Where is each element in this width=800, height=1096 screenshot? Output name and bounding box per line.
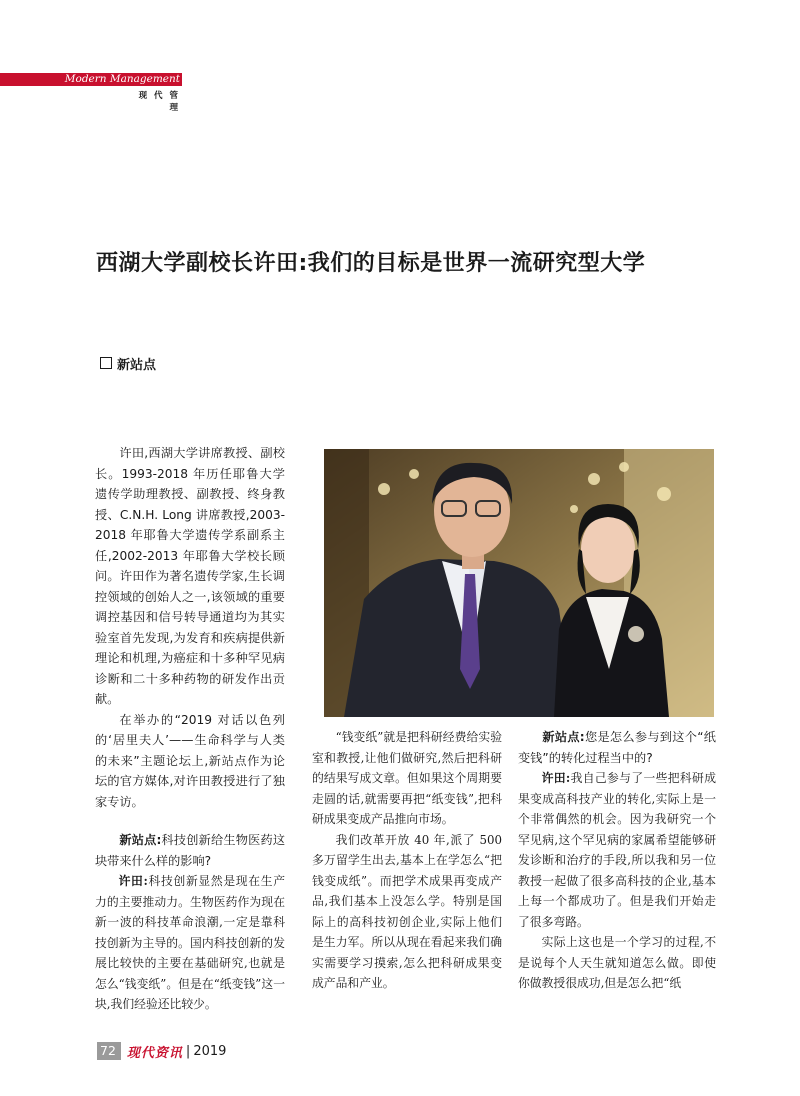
column-2 [312, 727, 502, 994]
issue-year: 2019 [193, 1043, 227, 1059]
question-1-text: 科技创新给生物医药这块带来什么样的影响? [95, 833, 286, 868]
paragraph-money-paper: “钱变纸”就是把科研经费给实验室和教授,让他们做研究,然后把科研的结果写成文章。但如果这个周期要走圆的话,就需要再把“纸变钱”,把科研成果变成产品推向市场。 [312, 730, 502, 826]
answer-1-text: 科技创新显然是现在生产力的主要推动力。生物医药作为现在新一波的科技革命浪潮,一定是靠科技创新为主导的。国内科技创新的发展比较快的主要在基础研究,也就是怎么“钱变纸”。但是在“纸变钱”这一块,我们经验还比较少。 [95, 874, 285, 1011]
answer-2-speaker: 许田: [541, 771, 571, 785]
column-3 [518, 727, 716, 994]
question-2 [518, 727, 716, 768]
intro-paragraph: 在举办的“2019 对话以色列的‘居里夫人’——生命科学与人类的未来”主题论坛上,新站点作为论坛的官方媒体,对许田教授进行了独家专访。 [95, 712, 285, 809]
section-title: Modern Management [64, 73, 180, 85]
question-1-speaker: 新站点: [119, 833, 162, 847]
photo-illustration [324, 449, 714, 717]
column-1 [95, 443, 285, 1015]
magazine-name: 现代资讯 [126, 1045, 183, 1061]
question-2-text: 您是怎么参与到这个“纸变钱”的转化过程当中的? [518, 730, 716, 765]
byline-box-icon [100, 357, 112, 369]
byline [100, 355, 156, 371]
answer-1 [95, 871, 285, 1015]
bio-paragraph: 许田,西湖大学讲席教授、副校长。1993-2018 年历任耶鲁大学遗传学助理教授、副教授、终身教授、C.N.H. Long 讲席教授,2003-2018 年耶鲁大学遗传学系副系主任,2002-2013 年耶鲁大学校长顾问。许田作为著名遗传学家,生长调控领域的创始人之一,该领域的重要调控基因和信号转导通道均为其实验室首先发现,为发育和疾病提供新理论和机理,为癌症和十多种罕见病诊断和二十多种药物的研发作出贡献。 [95, 446, 285, 706]
question-1 [95, 830, 285, 871]
answer-2-text: 我自己参与了一些把科研成果变成高科技产业的转化,实际上是一个非常偶然的机会。因为我研究一个罕见病,这个罕见病的家属希望能够研发诊断和治疗的手段,所以我和另一位教授一起做了很多高科技的企业,基本上每一个都成功了。但是我们开始走了很多弯路。 [518, 771, 716, 929]
question-2-speaker: 新站点: [542, 730, 585, 744]
page-footer [97, 1042, 226, 1060]
paragraph-learning: 实际上这也是一个学习的过程,不是说每个人天生就知道怎么做。即使你做教授很成功,但是怎么把“纸 [518, 935, 716, 990]
section-header-bar [0, 73, 182, 86]
paragraph-reform: 我们改革开放 40 年,派了 500 多万留学生出去,基本上在学怎么“把钱变成纸”。而把学术成果再变成产品,我们基本上没怎么学。特别是国际上的高科技初创企业,实际上他们是生力军。所以从现在看起来我们确实需要学习摸索,怎么把科研成果变成产品和产业。 [312, 832, 502, 990]
answer-1-speaker: 许田: [118, 874, 148, 888]
page-number: 72 [97, 1042, 121, 1060]
answer-2 [518, 768, 716, 932]
byline-text: 新站点 [117, 357, 157, 373]
footer-separator: | [185, 1043, 191, 1059]
interview-photo [324, 449, 714, 717]
article-title: 西湖大学副校长许田:我们的目标是世界一流研究型大学 [96, 251, 646, 276]
section-subtitle: 现 代 管 理 [138, 91, 180, 113]
